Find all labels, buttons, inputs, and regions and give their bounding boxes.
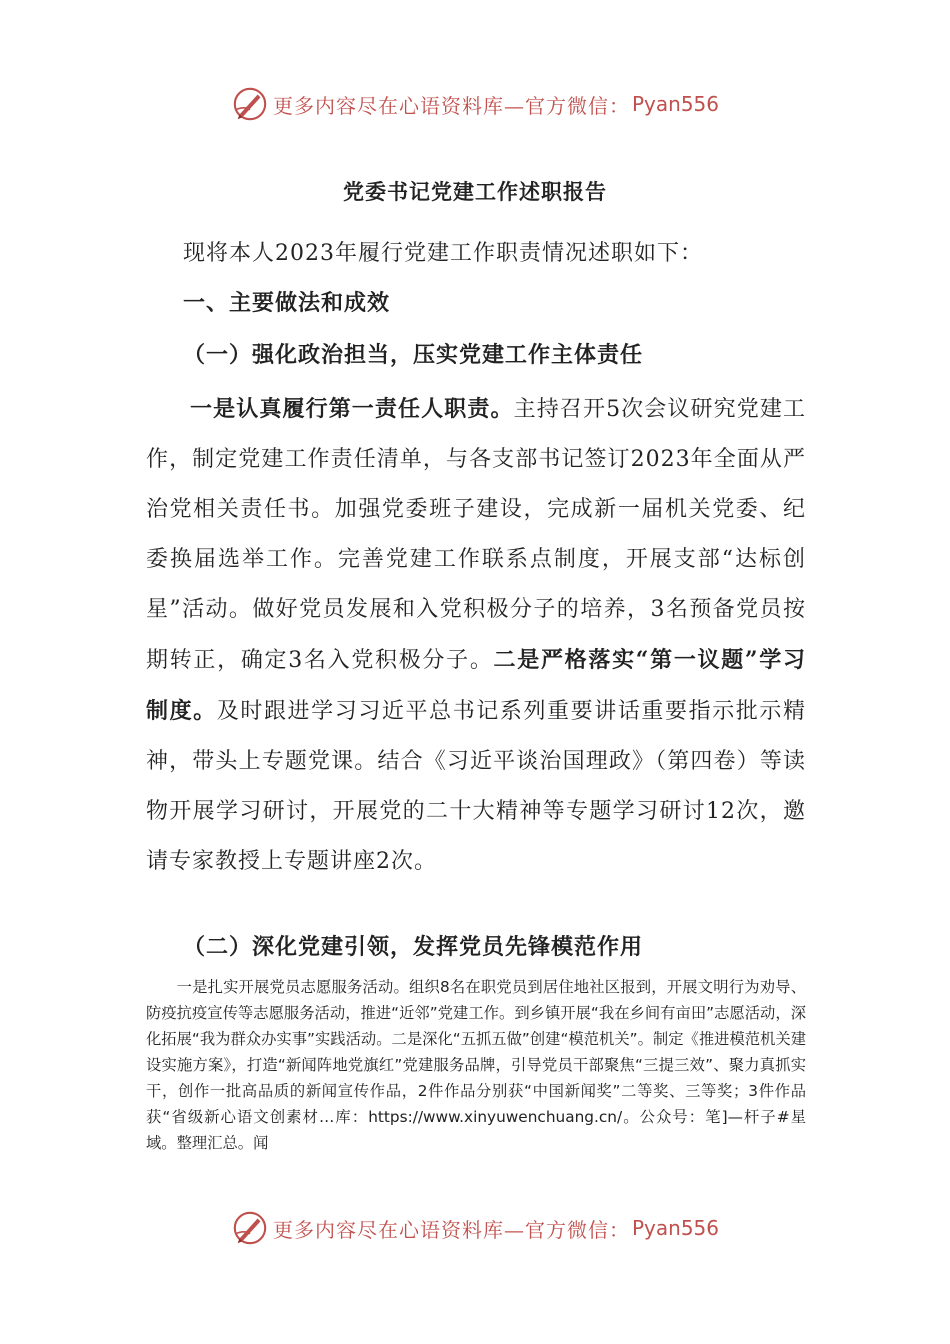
watermark-banner-bottom [0,1208,950,1248]
bold-lead-2: 二是严格落实“第一议题”学习制度。 [146,647,806,724]
watermark-text: 更多内容尽在心语资料库—官方微信： [272,93,630,118]
subsection-heading-1: （一）强化政治担当，压实党建工作主体责任 [183,342,644,368]
watermark-banner-top [0,84,950,124]
intro-paragraph: 现将本人2023年履行党建工作职责情况述职如下： [183,241,703,266]
paragraph-text-2: 及时跟进学习习近平总书记系列重要讲话重要指示批示精神，带头上专题党课。结合《习近平谈治国理政》（第四卷）等读物开展学习研讨，开展党的二十大精神等专题学习研讨12次，邀请专家教授上专题讲座2次。 [146,699,806,874]
bold-lead-1: 一是认真履行第一责任人职责。 [190,396,514,422]
watermark-wechat-id: Pyan556 [631,92,719,116]
paragraph-text-1: 主持召开5次会议研究党建工作，制定党建工作责任清单，与各支部书记签订2023年全面从严治党相关责任书。加强党委班子建设，完成新一届机关党委、纪委换届选举工作。完善党建工作联系点制度，开展支部“达标创星”活动。做好党员发展和入党积极分子的培养，3名预备党员按期转正，确定3名入党积极分子。 [146,397,806,673]
section-heading-1: 一、主要做法和成效 [183,290,391,316]
body-paragraph-2: 一是扎实开展党员志愿服务活动。组织8名在职党员到居住地社区报到，开展文明行为劝导、防疫抗疫宣传等志愿服务活动，推进“近邻”党建工作。到乡镇开展“我在乡间有亩田”志愿活动，深化拓展“我为群众办实事”实践活动。二是深化“五抓五做”创建“模范机关”。制定《推进模范机关建设实施方案》，打造“新闻阵地党旗红”党建服务品牌，引导党员干部聚焦“三提三效”、聚力真抓实干，创作一批高品质的新闻宣传作品，2件作品分别获“中国新闻奖”二等奖、三等奖；3件作品获“省级新心语文创素材…库：https://www.xinyuwenchuang.cn/。公众号：笔]—杆子#星域。整理汇总。闻 [146,978,806,1152]
document-title: 党委书记党建工作述职报告 [343,179,607,204]
pen-logo-icon [231,85,269,123]
subsection-heading-2: （二）深化党建引领，发挥党员先锋模范作用 [183,934,644,960]
pen-logo-icon [231,1209,269,1247]
body-paragraph-1 [146,384,806,887]
watermark-wechat-id: Pyan556 [631,1216,719,1240]
watermark-text: 更多内容尽在心语资料库—官方微信： [272,1217,630,1242]
